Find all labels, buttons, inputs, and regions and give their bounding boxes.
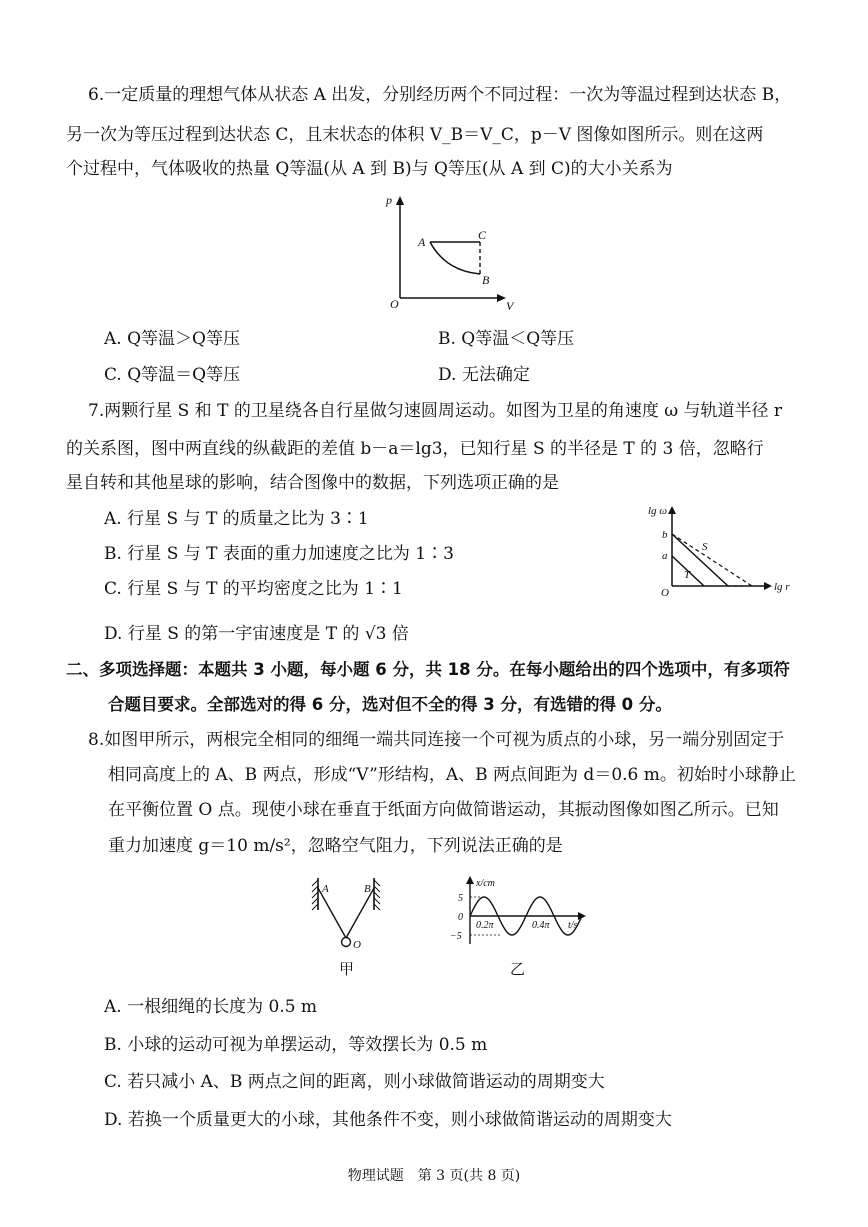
q8-yi-tick-0: 0 — [458, 912, 463, 923]
q8-option-a: A. 一根细绳的长度为 0.5 m — [104, 997, 318, 1017]
q7-origin-label: O — [661, 587, 669, 599]
q7-intercept-a: a — [662, 550, 668, 562]
q6-state-b: B — [482, 273, 490, 287]
q8-yi-tick-5: 5 — [458, 893, 463, 904]
q6-pv-diagram — [380, 192, 520, 312]
q8-figure-yi-caption: 乙 — [510, 960, 526, 978]
q6-p-axis-label: p — [386, 193, 392, 207]
q8-figure-jia — [304, 874, 384, 950]
q7-stem-line-1: 7.两颗行星 S 和 T 的卫星绕各自行星做匀速圆周运动。如图为卫星的角速度 ω 与轨道半径 r — [88, 401, 783, 421]
q8-stem-line-3: 在平衡位置 O 点。现使小球在垂直于纸面方向做简谐运动，其振动图像如图乙所示。已知 — [108, 800, 779, 820]
q8-yi-tick-x1: 0.2π — [476, 920, 494, 931]
q6-stem-line-3: 个过程中，气体吸收的热量 Q等温(从 A 到 B)与 Q等压(从 A 到 C)的大小关系为 — [66, 159, 673, 179]
section2-heading-line-2: 合题目要求。全部选对的得 6 分，选对但不全的得 3 分，有选错的得 0 分。 — [108, 695, 672, 714]
q8-stem-line-2: 相同高度上的 A、B 两点，形成“V”形结构，A、B 两点间距为 d＝0.6 m。初始时小球静止 — [108, 765, 796, 785]
q7-stem-line-2: 的关系图，图中两直线的纵截距的差值 b－a＝lg3，已知行星 S 的半径是 T 的 3 倍，忽略行 — [66, 439, 764, 459]
q6-stem-line-2: 另一次为等压过程到达状态 C，且末状态的体积 V_B＝V_C，p－V 图像如图所示。则在这两 — [66, 125, 764, 145]
q6-option-d: D. 无法确定 — [438, 365, 530, 385]
q8-jia-point-a: A — [322, 883, 329, 895]
q8-jia-point-b: B — [364, 883, 371, 895]
q6-option-b: B. Q等温＜Q等压 — [438, 329, 575, 349]
q8-option-b: B. 小球的运动可视为单摆运动，等效摆长为 0.5 m — [104, 1035, 488, 1055]
q7-y-axis-label: lg ω — [648, 505, 668, 517]
q7-option-a: A. 行星 S 与 T 的质量之比为 3∶1 — [104, 509, 369, 529]
q8-stem-line-4: 重力加速度 g＝10 m/s²，忽略空气阻力，下列说法正确的是 — [108, 836, 563, 856]
q7-stem-line-3: 星自转和其他星球的影响，结合图像中的数据，下列选项正确的是 — [66, 473, 559, 493]
q8-yi-x-axis-label: t/s — [568, 920, 578, 931]
q7-intercept-b: b — [662, 529, 668, 541]
q7-line-s-label: S — [702, 541, 708, 553]
q8-option-c: C. 若只减小 A、B 两点之间的距离，则小球做简谐运动的周期变大 — [104, 1072, 605, 1092]
q6-stem-line-1: 6.一定质量的理想气体从状态 A 出发，分别经历两个不同过程：一次为等温过程到达状态 B， — [88, 85, 792, 105]
q7-lg-diagram — [648, 504, 798, 600]
q8-figure-jia-caption: 甲 — [339, 960, 355, 978]
q8-stem-line-1: 8.如图甲所示，两根完全相同的细绳一端共同连接一个可视为质点的小球，另一端分别固定于 — [88, 730, 785, 750]
q8-jia-point-o: O — [353, 939, 361, 950]
q6-state-a: A — [418, 235, 426, 249]
section2-heading-line-1: 二、多项选择题：本题共 3 小题，每小题 6 分，共 18 分。在每小题给出的四个选项中，有多项符 — [66, 660, 790, 679]
q6-origin-label: O — [390, 297, 399, 311]
q8-yi-tick-x2: 0.4π — [532, 920, 550, 931]
q8-option-d: D. 若换一个质量更大的小球，其他条件不变，则小球做简谐运动的周期变大 — [104, 1110, 672, 1130]
q8-yi-y-axis-label: x/cm — [476, 878, 495, 889]
page-footer: 物理试题 第 3 页(共 8 页) — [347, 1168, 521, 1184]
q8-figure-yi — [446, 870, 596, 950]
q7-line-t-label: T — [684, 569, 691, 581]
q7-option-c: C. 行星 S 与 T 的平均密度之比为 1∶1 — [104, 579, 403, 599]
q7-x-axis-label: lg r — [774, 581, 790, 593]
q6-option-c: C. Q等温＝Q等压 — [104, 365, 241, 385]
q6-state-c: C — [478, 228, 487, 242]
q7-option-b: B. 行星 S 与 T 表面的重力加速度之比为 1∶3 — [104, 544, 454, 564]
q8-yi-tick-minus5: −5 — [450, 931, 462, 942]
q6-v-axis-label: V — [506, 299, 514, 312]
q6-option-a: A. Q等温＞Q等压 — [104, 329, 240, 349]
q7-option-d: D. 行星 S 的第一宇宙速度是 T 的 √3 倍 — [104, 624, 409, 644]
